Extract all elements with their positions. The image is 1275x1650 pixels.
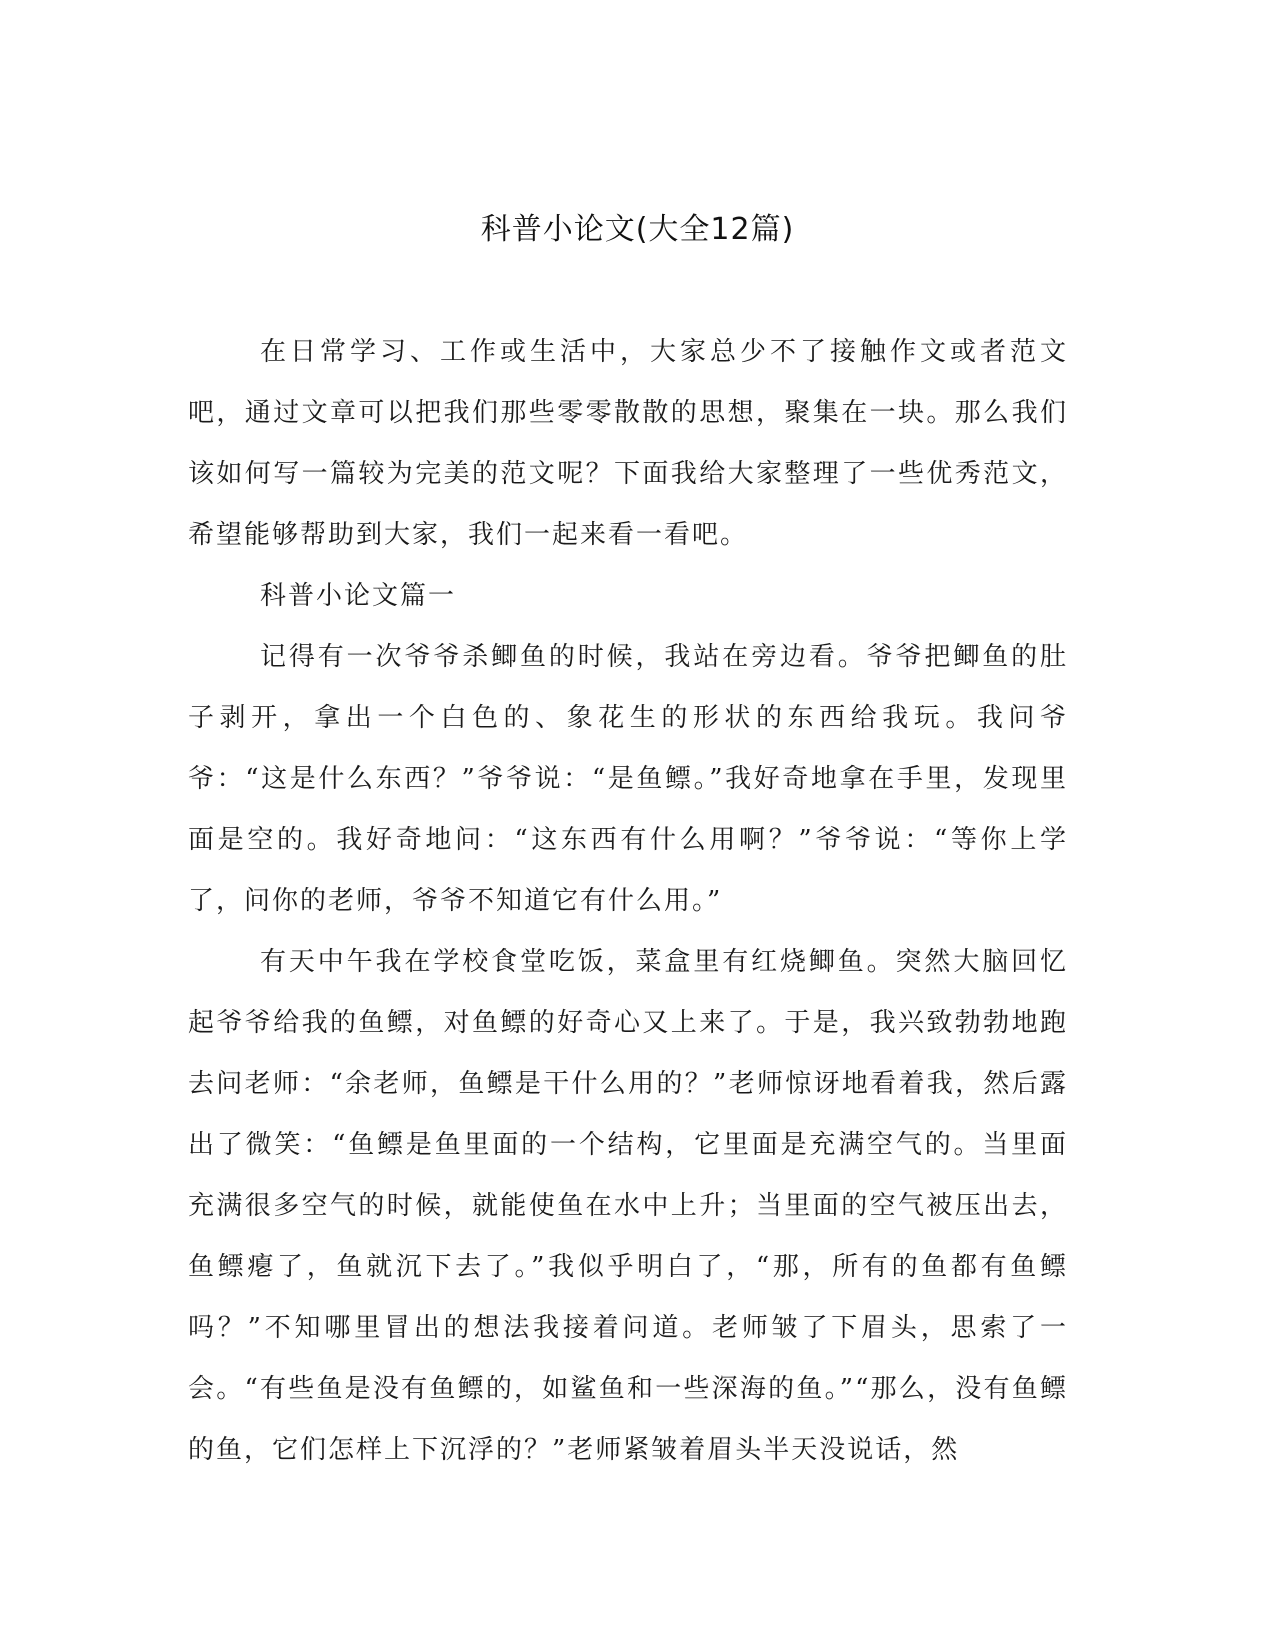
body-paragraph: 记得有一次爷爷杀鲫鱼的时候，我站在旁边看。爷爷把鲫鱼的肚子剥开，拿出一个白色的、象花生的形状的东西给我玩。我问爷爷：“这是什么东西？”爷爷说：“是鱼鳔。”我好奇地拿在手里，发现里面是空的。我好奇地问：“这东西有什么用啊？”爷爷说：“等你上学了，问你的老师，爷爷不知道它有什么用。” xyxy=(188,642,1068,916)
section-heading: 科普小论文篇一 xyxy=(260,581,457,611)
body-paragraph: 有天中午我在学校食堂吃饭，菜盒里有红烧鲫鱼。突然大脑回忆起爷爷给我的鱼鳔，对鱼鳔的好奇心又上来了。于是，我兴致勃勃地跑去问老师：“余老师，鱼鳔是干什么用的？”老师惊讶地看着我，然后露出了微笑：“鱼鳔是鱼里面的一个结构，它里面是充满空气的。当里面充满很多空气的时候，就能使鱼在水中上升；当里面的空气被压出去，鱼鳔瘪了，鱼就沉下去了。”我似乎明白了，“那，所有的鱼都有鱼鳔吗？”不知哪里冒出的想法我接着问道。老师皱了下眉头，思索了一会。“有些鱼是没有鱼鳔的，如鲨鱼和一些深海的鱼。”“那么，没有鱼鳔的鱼，它们怎样上下沉浮的？”老师紧皱着眉头半天没说话，然 xyxy=(188,947,1068,1465)
document-title: 科普小论文(大全12篇) xyxy=(480,212,795,247)
intro-paragraph: 在日常学习、工作或生活中，大家总少不了接触作文或者范文吧，通过文章可以把我们那些零零散散的思想，聚集在一块。那么我们该如何写一篇较为完美的范文呢？下面我给大家整理了一些优秀范文，希望能够帮助到大家，我们一起来看一看吧。 xyxy=(188,337,1068,550)
document-body xyxy=(188,322,1068,1481)
